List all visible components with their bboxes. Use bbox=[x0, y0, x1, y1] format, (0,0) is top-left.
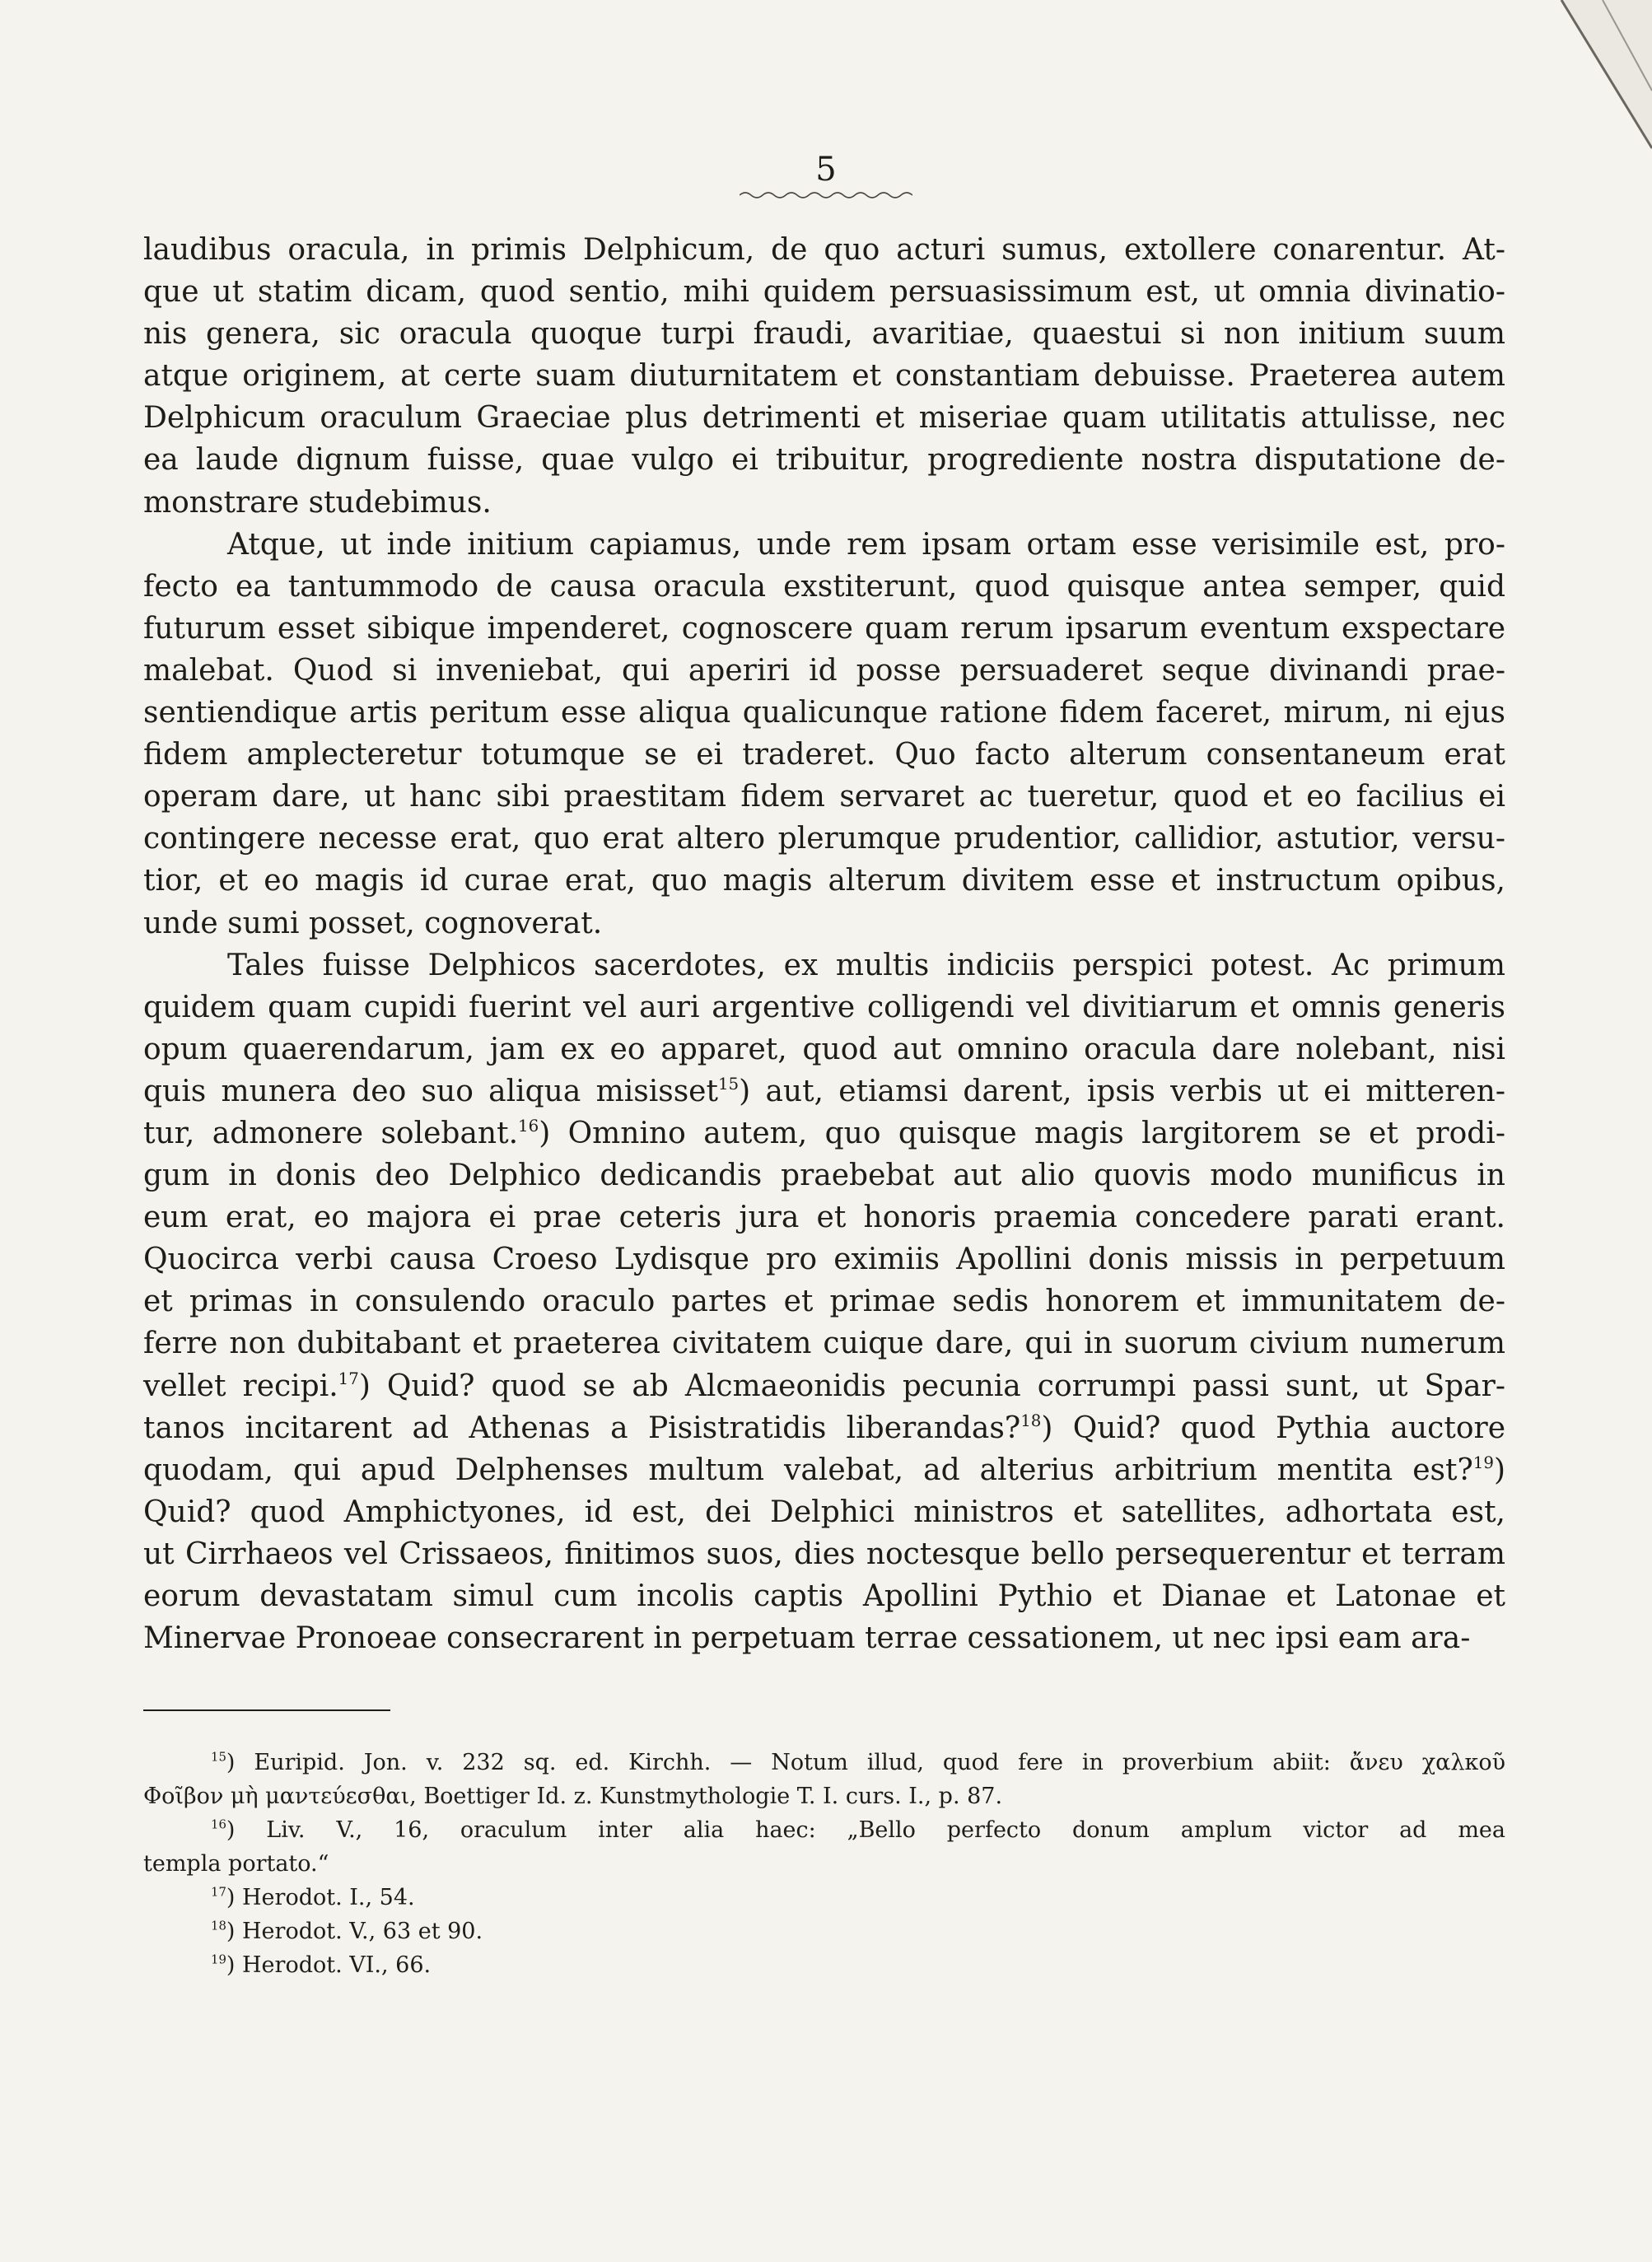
body-line: et primas in consulendo oraculo partes et primae sedis honorem et immunitatem de- bbox=[143, 1285, 1505, 1319]
body-line: tior, et eo magis id curae erat, quo magis alterum divitem esse et instructum opibus, bbox=[143, 864, 1505, 898]
body-line: atque originem, at certe suam diuturnitatem et constantiam debuisse. Praeterea autem bbox=[143, 359, 1505, 394]
body-line: unde sumi posset, cognoverat. bbox=[143, 906, 603, 940]
body-line: futurum esset sibique impenderet, cognoscere quam rerum ipsarum eventum exspectare bbox=[143, 611, 1505, 646]
body-line: tur, admonere solebant.$^{16}$) Omnino autem, quo quisque magis largitorem se et prodi- bbox=[143, 1116, 1505, 1150]
body-line: fidem amplecteretur totumque se ei traderet. Quo facto alterum consentaneum erat bbox=[143, 738, 1505, 772]
footnote-separator bbox=[143, 1709, 390, 1711]
footnote-line: Φοῖβον μὴ μαντεύεσθαι, Boettiger Id. z. Kunstmythologie T. I. curs. I., p. 87. bbox=[143, 1784, 1003, 1809]
body-line: Quocirca verbi causa Croeso Lydisque pro eximiis Apollini donis missis in perpetuum bbox=[143, 1243, 1505, 1277]
footnote-number: 15 bbox=[211, 1749, 226, 1765]
body-line: monstrare studebimus. bbox=[143, 485, 492, 520]
body-line: Minervae Pronoeae consecrarent in perpetuam terrae cessationem, ut nec ipsi eam ara- bbox=[143, 1621, 1471, 1656]
footnote-number: 17 bbox=[211, 1884, 226, 1900]
footnote-line: $^{15}$) Euripid. Jon. v. 232 sq. ed. Kirchh. — Notum illud, quod fere in proverbium abiit: ἄνευ χαλκοῦ bbox=[211, 1749, 1505, 1775]
body-line: operam dare, ut hanc sibi praestitam fidem servaret ac tueretur, quod et eo facilius ei bbox=[143, 780, 1505, 814]
body-line: que ut statim dicam, quod sentio, mihi quidem persuasissimum est, ut omnia divinatio- bbox=[143, 275, 1505, 310]
footnote-line: $^{16}$) Liv. V., 16, oraculum inter alia haec: „Bello perfecto donum amplum victor ad mea bbox=[211, 1817, 1505, 1843]
footnote-ref: 18 bbox=[1020, 1411, 1042, 1430]
footnote-number: 19 bbox=[211, 1952, 226, 1967]
body-line: ut Cirrhaeos vel Crissaeos, finitimos suos, dies noctesque bello persequerentur et terram bbox=[143, 1537, 1505, 1571]
footnote-ref: 17 bbox=[338, 1369, 359, 1388]
body-line: quodam, qui apud Delphenses multum valebat, ad alterius arbitrium mentita est?$^{19}$) bbox=[143, 1453, 1505, 1487]
footnote-line: $^{18}$) Herodot. V., 63 et 90. bbox=[211, 1918, 483, 1944]
body-line: laudibus oracula, in primis Delphicum, de quo acturi sumus, extollere conarentur. At- bbox=[143, 233, 1505, 267]
footnote-ref: 16 bbox=[518, 1117, 539, 1136]
body-line: Atque, ut inde initium capiamus, unde rem ipsam ortam esse verisimile est, pro- bbox=[227, 527, 1505, 562]
body-line: ea laude dignum fuisse, quae vulgo ei tribuitur, progrediente nostra disputatione de- bbox=[143, 443, 1505, 478]
page-number-ornament bbox=[740, 189, 912, 201]
page-number: 5 bbox=[815, 151, 837, 189]
body-line: gum in donis deo Delphico dedicandis praebebat aut alio quovis modo munificus in bbox=[143, 1159, 1505, 1193]
body-line: eorum devastatam simul cum incolis captis Apollini Pythio et Dianae et Latonae et bbox=[143, 1579, 1505, 1613]
body-line: opum quaerendarum, jam ex eo apparet, quod aut omnino oracula dare nolebant, nisi bbox=[143, 1032, 1505, 1066]
footnote-line: $^{19}$) Herodot. VI., 66. bbox=[211, 1952, 432, 1978]
page-corner-fold bbox=[1553, 0, 1652, 165]
body-line: vellet recipi.$^{17}$) Quid? quod se ab Alcmaeonidis pecunia corrumpi passi sunt, ut Spar- bbox=[143, 1369, 1505, 1403]
body-line: Tales fuisse Delphicos sacerdotes, ex multis indiciis perspici potest. Ac primum bbox=[227, 948, 1505, 982]
body-line: ferre non dubitabant et praeterea civitatem cuique dare, qui in suorum civium numerum bbox=[143, 1327, 1505, 1361]
body-line: nis genera, sic oracula quoque turpi fraudi, avaritiae, quaestui si non initium suum bbox=[143, 317, 1505, 352]
footnote-ref: 15 bbox=[717, 1075, 740, 1094]
body-line: contingere necesse erat, quo erat altero plerumque prudentior, callidior, astutior, versu- bbox=[143, 822, 1505, 856]
footnote-number: 18 bbox=[211, 1918, 226, 1933]
footnote-line: $^{17}$) Herodot. I., 54. bbox=[211, 1884, 415, 1910]
body-text bbox=[143, 229, 1505, 1659]
footnotes bbox=[143, 1746, 1505, 1982]
body-line: Delphicum oraculum Graeciae plus detrimenti et miseriae quam utilitatis attulisse, nec bbox=[143, 401, 1505, 436]
body-line: quidem quam cupidi fuerint vel auri argentive colligendi vel divitiarum et omnis generis bbox=[143, 990, 1505, 1024]
body-line: tanos incitarent ad Athenas a Pisistratidis liberandas?$^{18}$) Quid? quod Pythia auctore bbox=[143, 1411, 1506, 1445]
body-line: fecto ea tantummodo de causa oracula exstiterunt, quod quisque antea semper, quid bbox=[143, 569, 1505, 604]
body-line: malebat. Quod si inveniebat, qui aperiri id posse persuaderet seque divinandi prae- bbox=[143, 653, 1505, 688]
footnote-ref: 19 bbox=[1472, 1453, 1494, 1472]
footnote-number: 16 bbox=[211, 1817, 226, 1832]
footnote-line: templa portato.“ bbox=[143, 1851, 329, 1877]
body-line: quis munera deo suo aliqua misisset$^{15}$) aut, etiamsi darent, ipsis verbis ut ei mitteren- bbox=[143, 1074, 1505, 1108]
body-line: eum erat, eo majora ei prae ceteris jura et honoris praemia concedere parati erant. bbox=[143, 1201, 1505, 1235]
body-line: sentiendique artis peritum esse aliqua qualicunque ratione fidem faceret, mirum, ni ejus bbox=[143, 696, 1505, 730]
body-line: Quid? quod Amphictyones, id est, dei Delphici ministros et satellites, adhortata est, bbox=[143, 1495, 1505, 1529]
